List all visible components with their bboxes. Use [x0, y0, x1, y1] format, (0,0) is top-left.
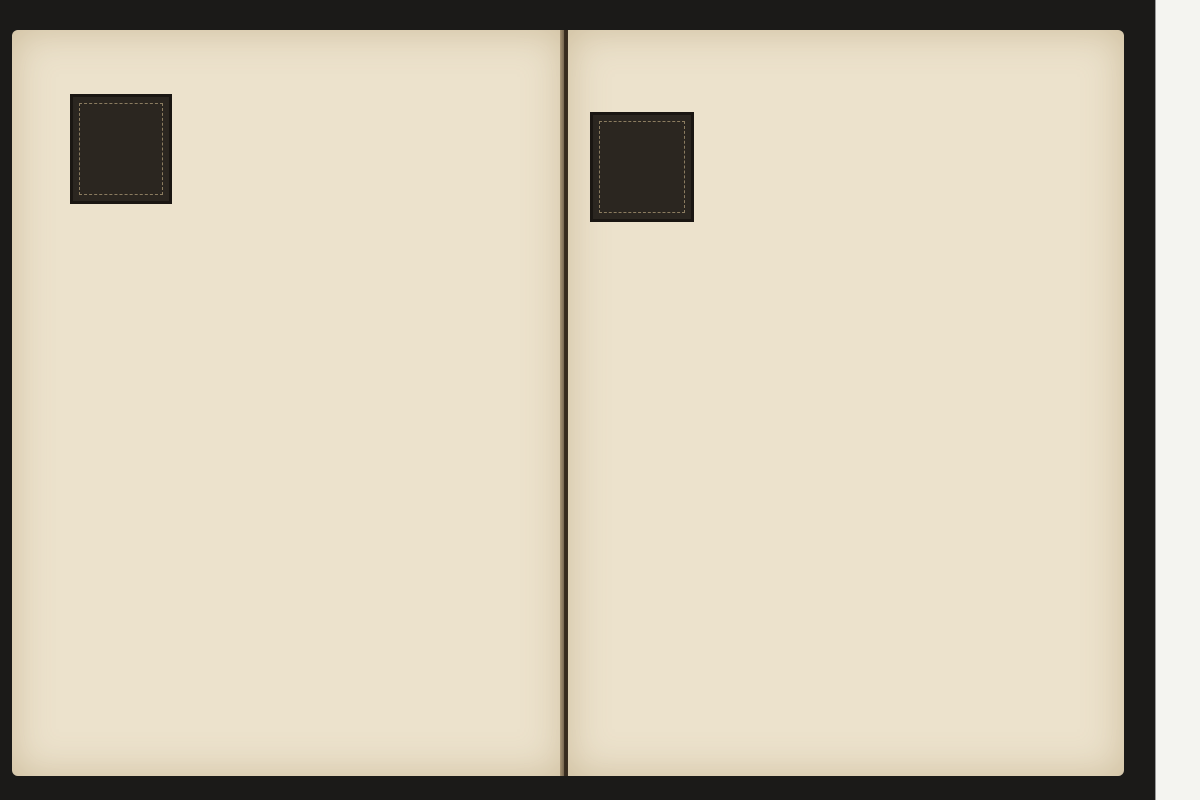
- measurement-ruler: [1155, 0, 1200, 800]
- decorated-initial: [590, 112, 694, 222]
- decorated-initial: [70, 94, 172, 204]
- right-page: [568, 30, 1124, 776]
- left-page: [12, 30, 564, 776]
- poem-stanzas: [184, 462, 200, 474]
